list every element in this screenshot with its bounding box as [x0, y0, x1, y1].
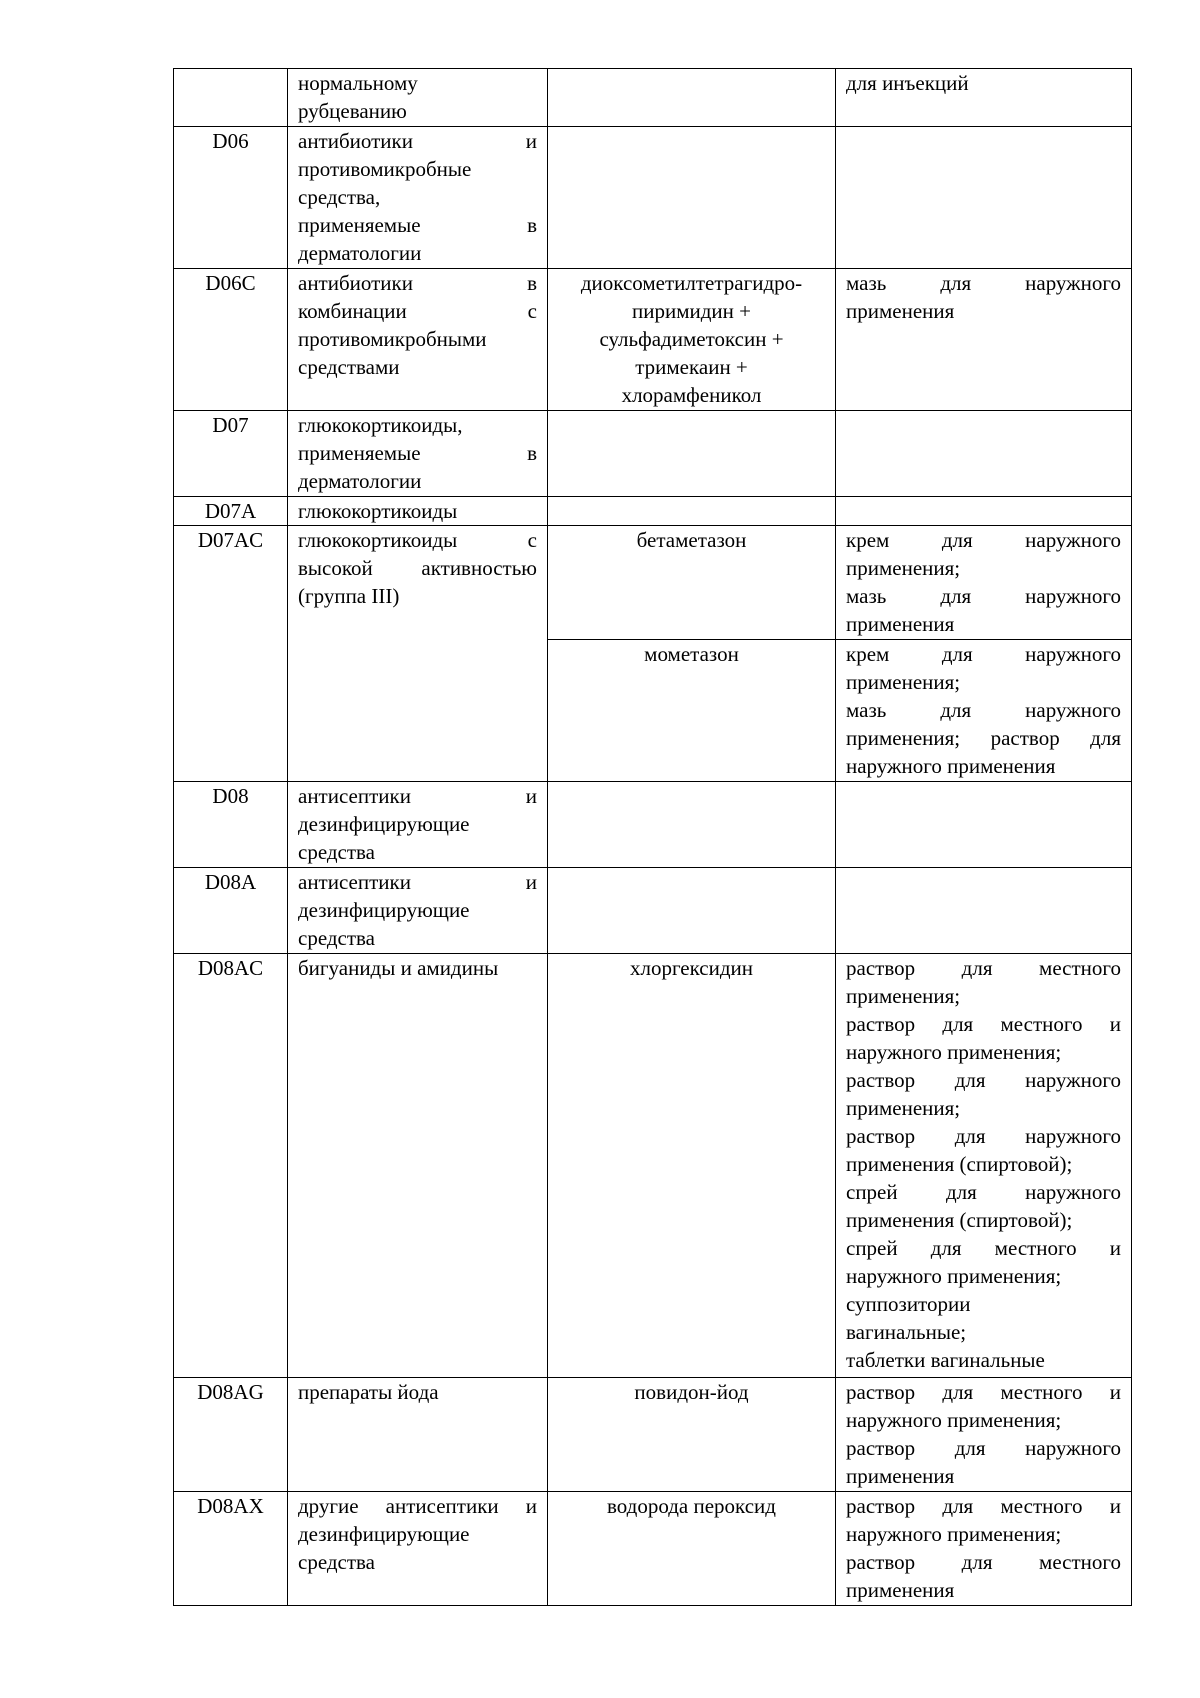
inn-cell: [548, 782, 836, 868]
group-cell: другие антисептики и дезинфицирующие средства: [288, 1492, 548, 1606]
group-cell: глюкокортикоиды с высокой активностью (группа III): [288, 526, 548, 782]
table-row: [174, 1378, 1132, 1492]
group-cell: антибиотики в комбинации с противомикробными средствами: [288, 269, 548, 411]
dosage-form-cell: [836, 782, 1132, 868]
table-row: [174, 782, 1132, 868]
group-cell: глюкокортикоиды, применяемые в дерматологии: [288, 411, 548, 497]
group-cell: нормальному рубцеванию: [288, 69, 548, 127]
table-row: [174, 868, 1132, 954]
atc-code-cell: D06: [174, 127, 288, 269]
group-cell: бигуаниды и амидины: [288, 954, 548, 1378]
table-row: [174, 269, 1132, 411]
atc-code-cell: D07AC: [174, 526, 288, 782]
dosage-form-cell: раствор для местного и наружного применения; раствор для наружного применения: [836, 1378, 1132, 1492]
drug-classification-table: [173, 68, 1132, 1606]
inn-cell: хлоргексидин: [548, 954, 836, 1378]
dosage-form-cell: крем для наружного применения; мазь для наружного применения: [836, 526, 1132, 640]
table-row: [174, 411, 1132, 497]
atc-code-cell: D08AC: [174, 954, 288, 1378]
table-row: [174, 127, 1132, 269]
atc-code-cell: D08AG: [174, 1378, 288, 1492]
group-cell: антибиотики и противомикробные средства, применяемые в дерматологии: [288, 127, 548, 269]
inn-cell: [548, 868, 836, 954]
inn-cell: [548, 411, 836, 497]
atc-code-cell: D08AX: [174, 1492, 288, 1606]
dosage-form-cell: раствор для местного и наружного применения; раствор для местного применения: [836, 1492, 1132, 1606]
table-row: [174, 497, 1132, 526]
inn-cell: мометазон: [548, 640, 836, 782]
inn-cell: диоксометилтетрагидро- пиримидин + сульфадиметоксин + тримекаин + хлорамфеникол: [548, 269, 836, 411]
dosage-form-cell: [836, 497, 1132, 526]
group-cell: препараты йода: [288, 1378, 548, 1492]
inn-cell: бетаметазон: [548, 526, 836, 640]
group-cell: антисептики и дезинфицирующие средства: [288, 868, 548, 954]
dosage-form-cell: [836, 127, 1132, 269]
inn-cell: водорода пероксид: [548, 1492, 836, 1606]
atc-code-cell: D07: [174, 411, 288, 497]
dosage-form-cell: [836, 411, 1132, 497]
table-row: [174, 526, 1132, 640]
dosage-form-cell: раствор для местного применения; раствор для местного и наружного применения; раствор для наружного применения; раствор для наружного применения (спиртовой); спрей для наружного применения (спиртовой); спрей для местного и наружного применения; суппозитории вагинальные; таблетки вагинальные: [836, 954, 1132, 1378]
group-cell: антисептики и дезинфицирующие средства: [288, 782, 548, 868]
group-cell: глюкокортикоиды: [288, 497, 548, 526]
inn-cell: повидон-йод: [548, 1378, 836, 1492]
atc-code-cell: [174, 69, 288, 127]
inn-cell: [548, 69, 836, 127]
atc-code-cell: D06C: [174, 269, 288, 411]
table-row: [174, 954, 1132, 1378]
dosage-form-cell: [836, 868, 1132, 954]
table-row: [174, 1492, 1132, 1606]
atc-code-cell: D08A: [174, 868, 288, 954]
dosage-form-cell: мазь для наружного применения: [836, 269, 1132, 411]
inn-cell: [548, 497, 836, 526]
inn-cell: [548, 127, 836, 269]
atc-code-cell: D07A: [174, 497, 288, 526]
table-row: [174, 69, 1132, 127]
dosage-form-cell: крем для наружного применения; мазь для наружного применения; раствор для наружного применения: [836, 640, 1132, 782]
atc-code-cell: D08: [174, 782, 288, 868]
dosage-form-cell: для инъекций: [836, 69, 1132, 127]
